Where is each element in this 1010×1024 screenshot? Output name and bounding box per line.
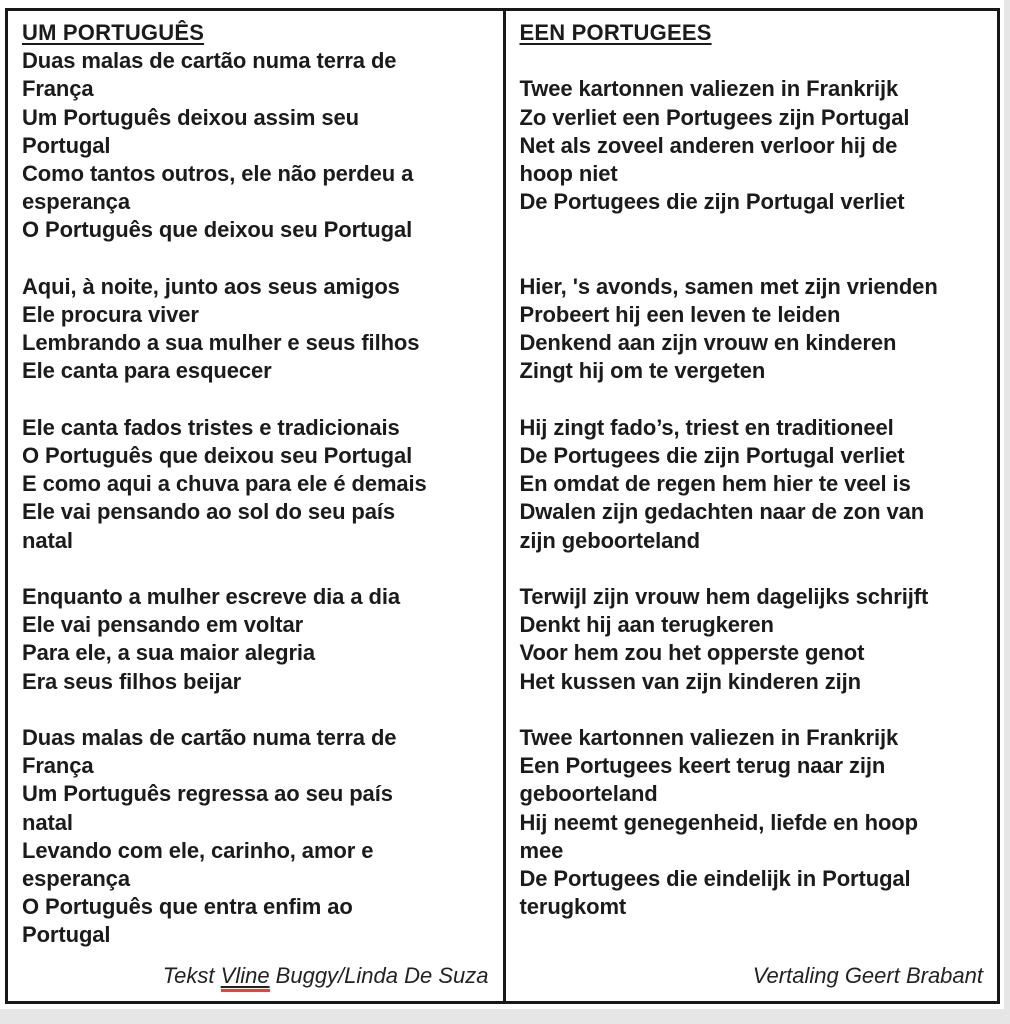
lyric-line: Enquanto a mulher escreve dia a dia [22, 584, 400, 610]
lyric-line: natal [22, 809, 73, 835]
lyric-line: Hij zingt fado’s, triest en traditioneel [519, 414, 894, 440]
lyric-line: geboorteland [519, 781, 658, 807]
portuguese-lyrics [22, 47, 493, 949]
lyric-line: O Português que entra enfim ao [22, 894, 353, 920]
lyric-line: En omdat de regen hem hier te veel is [519, 471, 911, 497]
lyric-line: Zo verliet een Portugees zijn Portugal [519, 104, 910, 130]
lyric-line: Zingt hij om te vergeten [519, 358, 766, 384]
lyric-line: França [22, 753, 94, 779]
lyric-line: Voor hem zou het opperste genot [519, 640, 865, 666]
lyric-line: Duas malas de cartão numa terra de [22, 48, 397, 74]
lyric-line: esperança [22, 866, 130, 892]
lyric-line: esperança [22, 189, 130, 215]
lyric-line [22, 386, 493, 414]
lyric-line: terugkomt [519, 894, 627, 920]
lyric-line: O Português que deixou seu Portugal [22, 217, 413, 243]
lyric-line: zijn geboorteland [519, 527, 700, 553]
lyric-line: Portugal [22, 922, 111, 948]
portuguese-title: UM PORTUGUÊS [22, 20, 205, 45]
portuguese-credit [22, 963, 493, 991]
lyric-line: Denkt hij aan terugkeren [519, 612, 774, 638]
lyric-line [22, 696, 493, 724]
lyric-line: Dwalen zijn gedachten naar de zon van [519, 499, 925, 525]
lyric-line: Hij neemt genegenheid, liefde en hoop [519, 809, 918, 835]
lyric-line: Het kussen van zijn kinderen zijn [519, 668, 861, 694]
dutch-title: EEN PORTUGEES [519, 20, 712, 45]
lyric-line: França [22, 76, 94, 102]
lyric-line [22, 245, 493, 273]
lyric-line: Levando com ele, carinho, amor e [22, 837, 374, 863]
lyric-line: De Portugees die zijn Portugal verliet [519, 189, 905, 215]
lyric-line: Para ele, a sua maior alegria [22, 640, 316, 666]
portuguese-column [8, 11, 503, 1001]
dutch-credit: Vertaling Geert Brabant [752, 963, 983, 988]
dutch-lyrics [520, 47, 988, 921]
lyric-line: Een Portugees keert terug naar zijn [519, 753, 886, 779]
credit-underlined-word: Vline [221, 963, 270, 992]
lyric-line: Ele vai pensando ao sol do seu país [22, 499, 396, 525]
lyric-line: Era seus filhos beijar [22, 668, 242, 694]
lyric-line: De Portugees die eindelijk in Portugal [519, 866, 911, 891]
lyric-line: E como aqui a chuva para ele é demais [22, 471, 427, 497]
lyric-line: Aqui, à noite, junto aos seus amigos [22, 273, 400, 299]
lyric-line: Duas malas de cartão numa terra de [22, 725, 397, 751]
lyric-line [520, 245, 988, 273]
lyric-line: De Portugees die zijn Portugal verliet [519, 442, 905, 468]
lyric-line: Portugal [22, 132, 111, 158]
lyric-line: O Português que deixou seu Portugal [22, 443, 413, 469]
lyric-line: Twee kartonnen valiezen in Frankrijk [519, 76, 899, 102]
lyric-line: Net als zoveel anderen verloor hij de [519, 132, 898, 158]
lyric-line: Ele procura viver [22, 302, 199, 328]
lyric-line: Lembrando a sua mulher e seus filhos [22, 330, 420, 356]
lyric-line: Ele vai pensando em voltar [22, 612, 304, 638]
lyric-line: hoop niet [519, 161, 618, 186]
lyric-line: mee [519, 837, 564, 863]
lyric-line: natal [22, 527, 73, 553]
lyric-line: Um Português deixou assim seu [22, 104, 359, 130]
lyric-line [520, 696, 988, 724]
lyric-line: Ele canta para esquecer [22, 358, 272, 384]
lyric-line: Ele canta fados tristes e tradicionais [22, 414, 400, 440]
credit-suffix: Buggy/Linda De Suza [269, 963, 489, 988]
lyric-line [520, 216, 988, 244]
lyric-line [520, 47, 988, 75]
scan-edge-bottom [0, 1009, 1010, 1024]
lyric-line [520, 386, 988, 414]
lyric-line [520, 555, 988, 583]
lyric-line: Um Português regressa ao seu país [22, 781, 393, 807]
lyric-line: Twee kartonnen valiezen in Frankrijk [519, 724, 899, 750]
lyric-line: Denkend aan zijn vrouw en kinderen [519, 330, 897, 356]
scan-edge-right [1004, 0, 1010, 1024]
lyric-line: Terwijl zijn vrouw hem dagelijks schrijft [519, 583, 929, 609]
lyric-line: Hier, 's avonds, samen met zijn vrienden [519, 273, 938, 299]
lyric-line: Probeert hij een leven te leiden [519, 301, 841, 327]
credit-prefix: Tekst [162, 963, 221, 988]
lyrics-table [5, 8, 1000, 1004]
lyric-line: Como tantos outros, ele não perdeu a [22, 161, 414, 187]
lyric-line [22, 555, 493, 583]
dutch-column [503, 11, 998, 1001]
